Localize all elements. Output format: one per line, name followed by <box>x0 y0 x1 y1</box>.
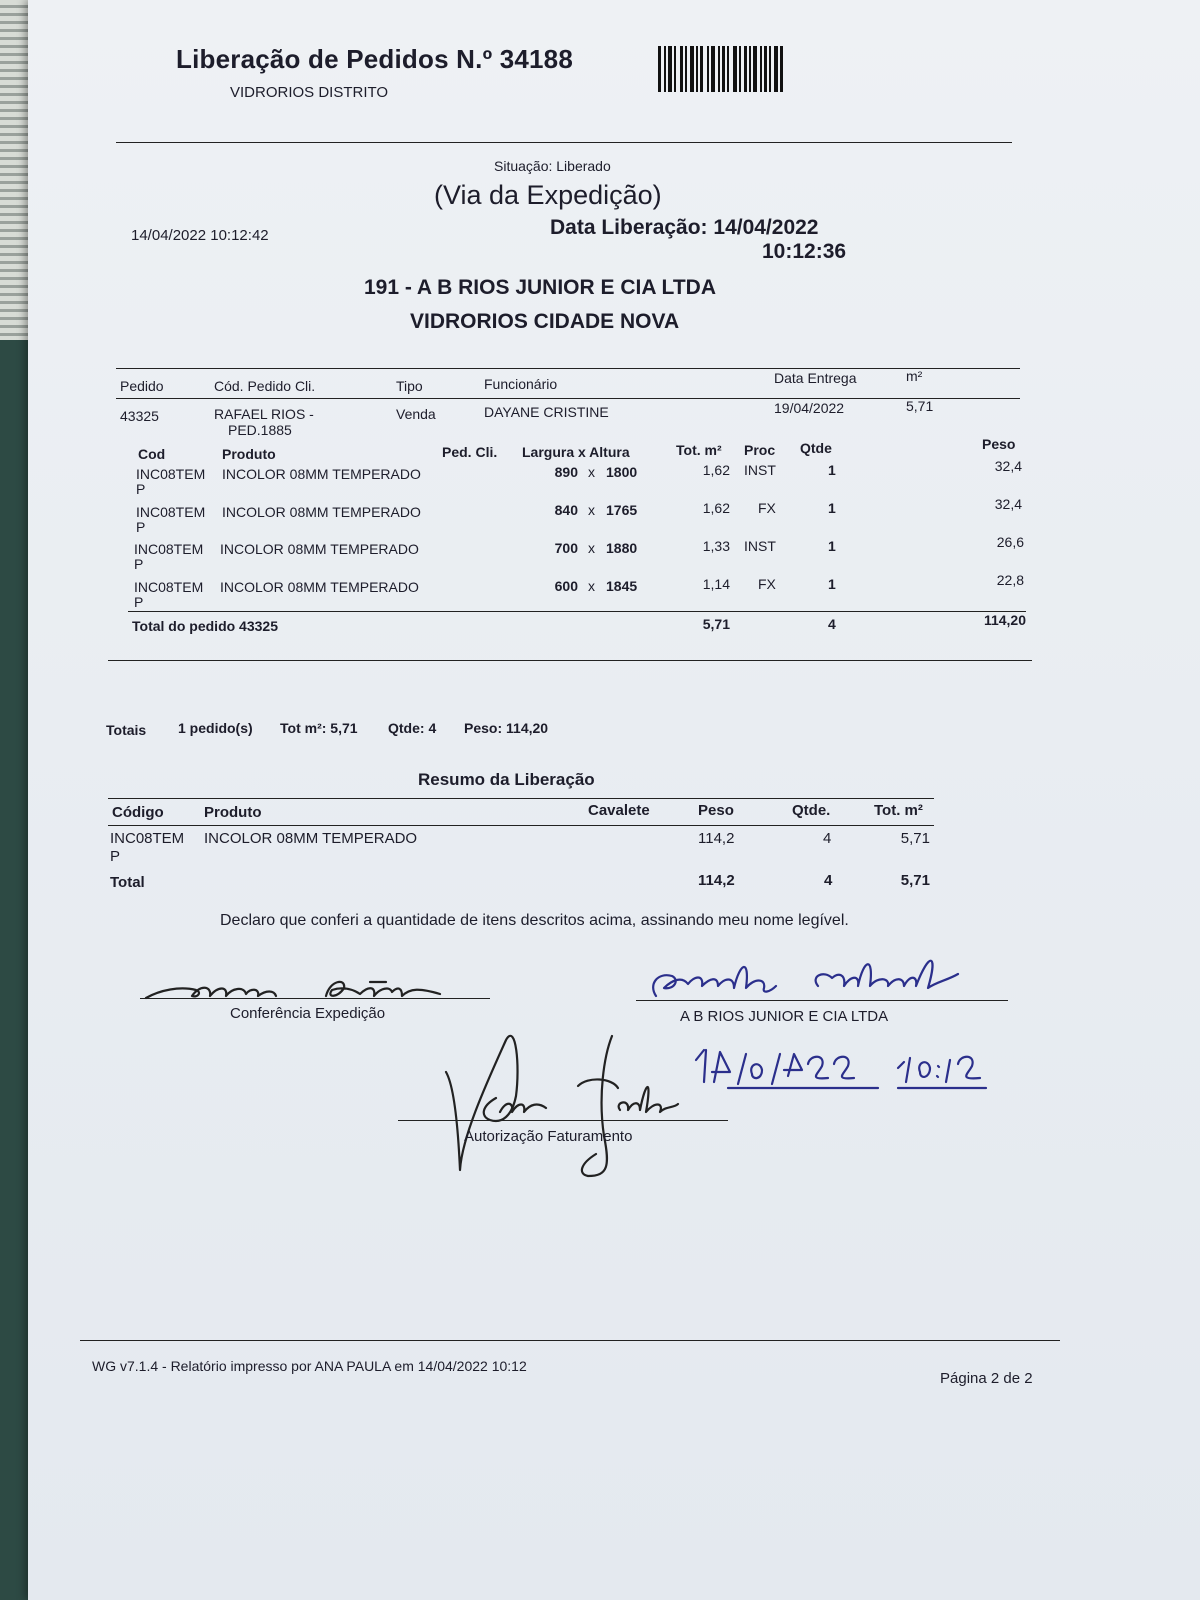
item-cod: INC08TEM <box>136 504 206 520</box>
resumo-total-peso: 114,2 <box>698 872 735 889</box>
item-tot-m2: 1,33 <box>702 538 730 554</box>
item-cod: INC08TEM <box>136 466 206 482</box>
col-pedido: Pedido <box>120 378 164 394</box>
order-cod-cli-line2: PED.1885 <box>228 422 292 438</box>
resumo-col-produto: Produto <box>204 804 262 821</box>
item-produto: INCOLOR 08MM TEMPERADO <box>222 466 421 482</box>
item-largura: 600 <box>554 578 578 594</box>
items-col-qtde: Qtde <box>800 440 832 456</box>
printed-datetime: 14/04/2022 10:12:42 <box>131 227 269 244</box>
item-cod: INC08TEM <box>134 579 204 595</box>
item-altura: 1880 <box>606 540 638 556</box>
item-produto: INCOLOR 08MM TEMPERADO <box>220 579 419 595</box>
item-largura: 890 <box>554 464 578 480</box>
order-m2: 5,71 <box>906 398 934 414</box>
items-col-produto: Produto <box>222 446 276 462</box>
via-label: (Via da Expedição) <box>434 180 662 210</box>
item-altura: 1765 <box>606 502 638 518</box>
order-data-entrega: 19/04/2022 <box>774 400 845 416</box>
col-tipo: Tipo <box>396 378 423 394</box>
item-peso: 26,6 <box>996 534 1024 550</box>
item-x: x <box>588 540 595 556</box>
resumo-header-rule <box>108 825 934 826</box>
order-header-top-rule <box>116 368 1020 369</box>
resumo-col-peso: Peso <box>698 802 734 819</box>
item-proc: INST <box>744 462 776 478</box>
items-col-cod: Cod <box>138 446 166 462</box>
store-name: VIDRORIOS CIDADE NOVA <box>410 310 680 333</box>
totals-pedidos: 1 pedido(s) <box>178 720 253 736</box>
item-proc: FX <box>758 500 776 516</box>
resumo-col-tot-m2: Tot. m² <box>874 802 923 819</box>
resumo-produto: INCOLOR 08MM TEMPERADO <box>204 830 418 847</box>
data-liberacao-time: 10:12:36 <box>762 240 847 263</box>
item-qtde: 1 <box>828 462 836 478</box>
items-col-proc: Proc <box>744 442 776 458</box>
order-cod-cli-line1: RAFAEL RIOS - <box>214 406 314 422</box>
item-qtde: 1 <box>828 538 836 554</box>
totals-label: Totais <box>106 722 147 738</box>
order-total-m2: 5,71 <box>702 616 730 632</box>
signature-autorizacao-image <box>428 1026 718 1196</box>
data-liberacao: Data Liberação: 14/04/2022 <box>550 216 819 239</box>
items-col-largura-altura: Largura x Altura <box>522 444 630 460</box>
resumo-total-label: Total <box>110 874 145 891</box>
item-qtde: 1 <box>828 576 836 592</box>
resumo-qtde: 4 <box>823 830 832 847</box>
order-header-rule <box>116 398 1020 399</box>
item-tot-m2: 1,14 <box>702 576 730 592</box>
resumo-peso: 114,2 <box>698 830 735 847</box>
items-total-rule <box>128 611 1026 612</box>
item-produto: INCOLOR 08MM TEMPERADO <box>220 541 419 557</box>
signature-line-client <box>636 1000 1008 1001</box>
order-funcionario: DAYANE CRISTINE <box>484 404 609 420</box>
document-title: Liberação de Pedidos N.º 34188 <box>176 44 573 74</box>
items-col-tot-m2: Tot. m² <box>676 442 722 458</box>
order-tipo: Venda <box>396 406 436 422</box>
items-col-ped-cli: Ped. Cli. <box>442 444 498 460</box>
col-data-entrega: Data Entrega <box>774 370 857 386</box>
resumo-total-m2: 5,71 <box>900 872 930 889</box>
item-peso: 32,4 <box>994 458 1022 474</box>
item-cod-cont: P <box>136 481 146 497</box>
signature-label-client: A B RIOS JUNIOR E CIA LTDA <box>680 1008 889 1025</box>
item-largura: 700 <box>554 540 578 556</box>
signature-label-autorizacao: Autorização Faturamento <box>464 1128 633 1145</box>
order-total-qtde: 4 <box>828 616 836 632</box>
item-cod-cont: P <box>134 594 144 610</box>
order-total-peso: 114,20 <box>983 612 1026 628</box>
item-qtde: 1 <box>828 500 836 516</box>
order-section-divider <box>108 660 1032 661</box>
client-name: 191 - A B RIOS JUNIOR E CIA LTDA <box>364 276 716 299</box>
barcode-icon <box>658 46 818 92</box>
item-cod-cont: P <box>136 519 146 535</box>
resumo-title: Resumo da Liberação <box>418 770 595 789</box>
item-produto: INCOLOR 08MM TEMPERADO <box>222 504 421 520</box>
order-pedido: 43325 <box>120 408 159 424</box>
item-altura: 1845 <box>606 578 638 594</box>
resumo-top-rule <box>108 798 934 799</box>
resumo-col-codigo: Código <box>112 804 164 821</box>
item-proc: INST <box>744 538 776 554</box>
col-cod-pedido-cli: Cód. Pedido Cli. <box>214 378 316 394</box>
item-cod-cont: P <box>134 556 144 572</box>
resumo-tot-m2: 5,71 <box>900 830 930 847</box>
col-funcionario: Funcionário <box>484 376 558 392</box>
signature-client-image <box>638 950 998 1006</box>
resumo-total-qtde: 4 <box>824 872 833 889</box>
resumo-col-cavalete: Cavalete <box>588 802 650 819</box>
resumo-col-qtde: Qtde. <box>792 802 831 819</box>
signature-conferencia-image <box>140 968 480 1008</box>
page-number: Página 2 de 2 <box>940 1370 1033 1387</box>
item-x: x <box>588 502 595 518</box>
item-x: x <box>588 578 595 594</box>
situacao-status: Situação: Liberado <box>494 158 611 174</box>
item-cod: INC08TEM <box>134 541 204 557</box>
footer-rule <box>80 1340 1060 1341</box>
totals-qtde: Qtde: 4 <box>388 720 437 736</box>
signature-line-autorizacao <box>398 1120 728 1121</box>
item-x: x <box>588 464 595 480</box>
company-subtitle: VIDRORIOS DISTRITO <box>230 84 389 101</box>
document-page <box>28 0 1200 1600</box>
items-col-peso: Peso <box>982 436 1016 452</box>
resumo-codigo: INC08TEM <box>110 830 185 847</box>
signature-label-conferencia: Conferência Expedição <box>230 1005 386 1022</box>
item-tot-m2: 1,62 <box>702 500 730 516</box>
totals-m2: Tot m²: 5,71 <box>280 720 358 736</box>
header-divider <box>116 142 1012 143</box>
declaration-text: Declaro que conferi a quantidade de itens descritos acima, assinando meu nome legível. <box>220 912 849 929</box>
footer-report-info: WG v7.1.4 - Relatório impresso por ANA PAULA em 14/04/2022 10:12 <box>92 1358 527 1374</box>
col-m2: m² <box>906 368 923 384</box>
signature-line-conferencia <box>140 998 490 999</box>
item-proc: FX <box>758 576 776 592</box>
item-peso: 32,4 <box>994 496 1022 512</box>
item-altura: 1800 <box>606 464 638 480</box>
order-total-label: Total do pedido 43325 <box>132 618 278 634</box>
item-peso: 22,8 <box>996 572 1024 588</box>
item-largura: 840 <box>554 502 578 518</box>
totals-peso: Peso: 114,20 <box>464 720 549 736</box>
handwritten-date-image <box>688 1040 988 1096</box>
resumo-codigo-cont: P <box>110 848 121 865</box>
item-tot-m2: 1,62 <box>702 462 730 478</box>
